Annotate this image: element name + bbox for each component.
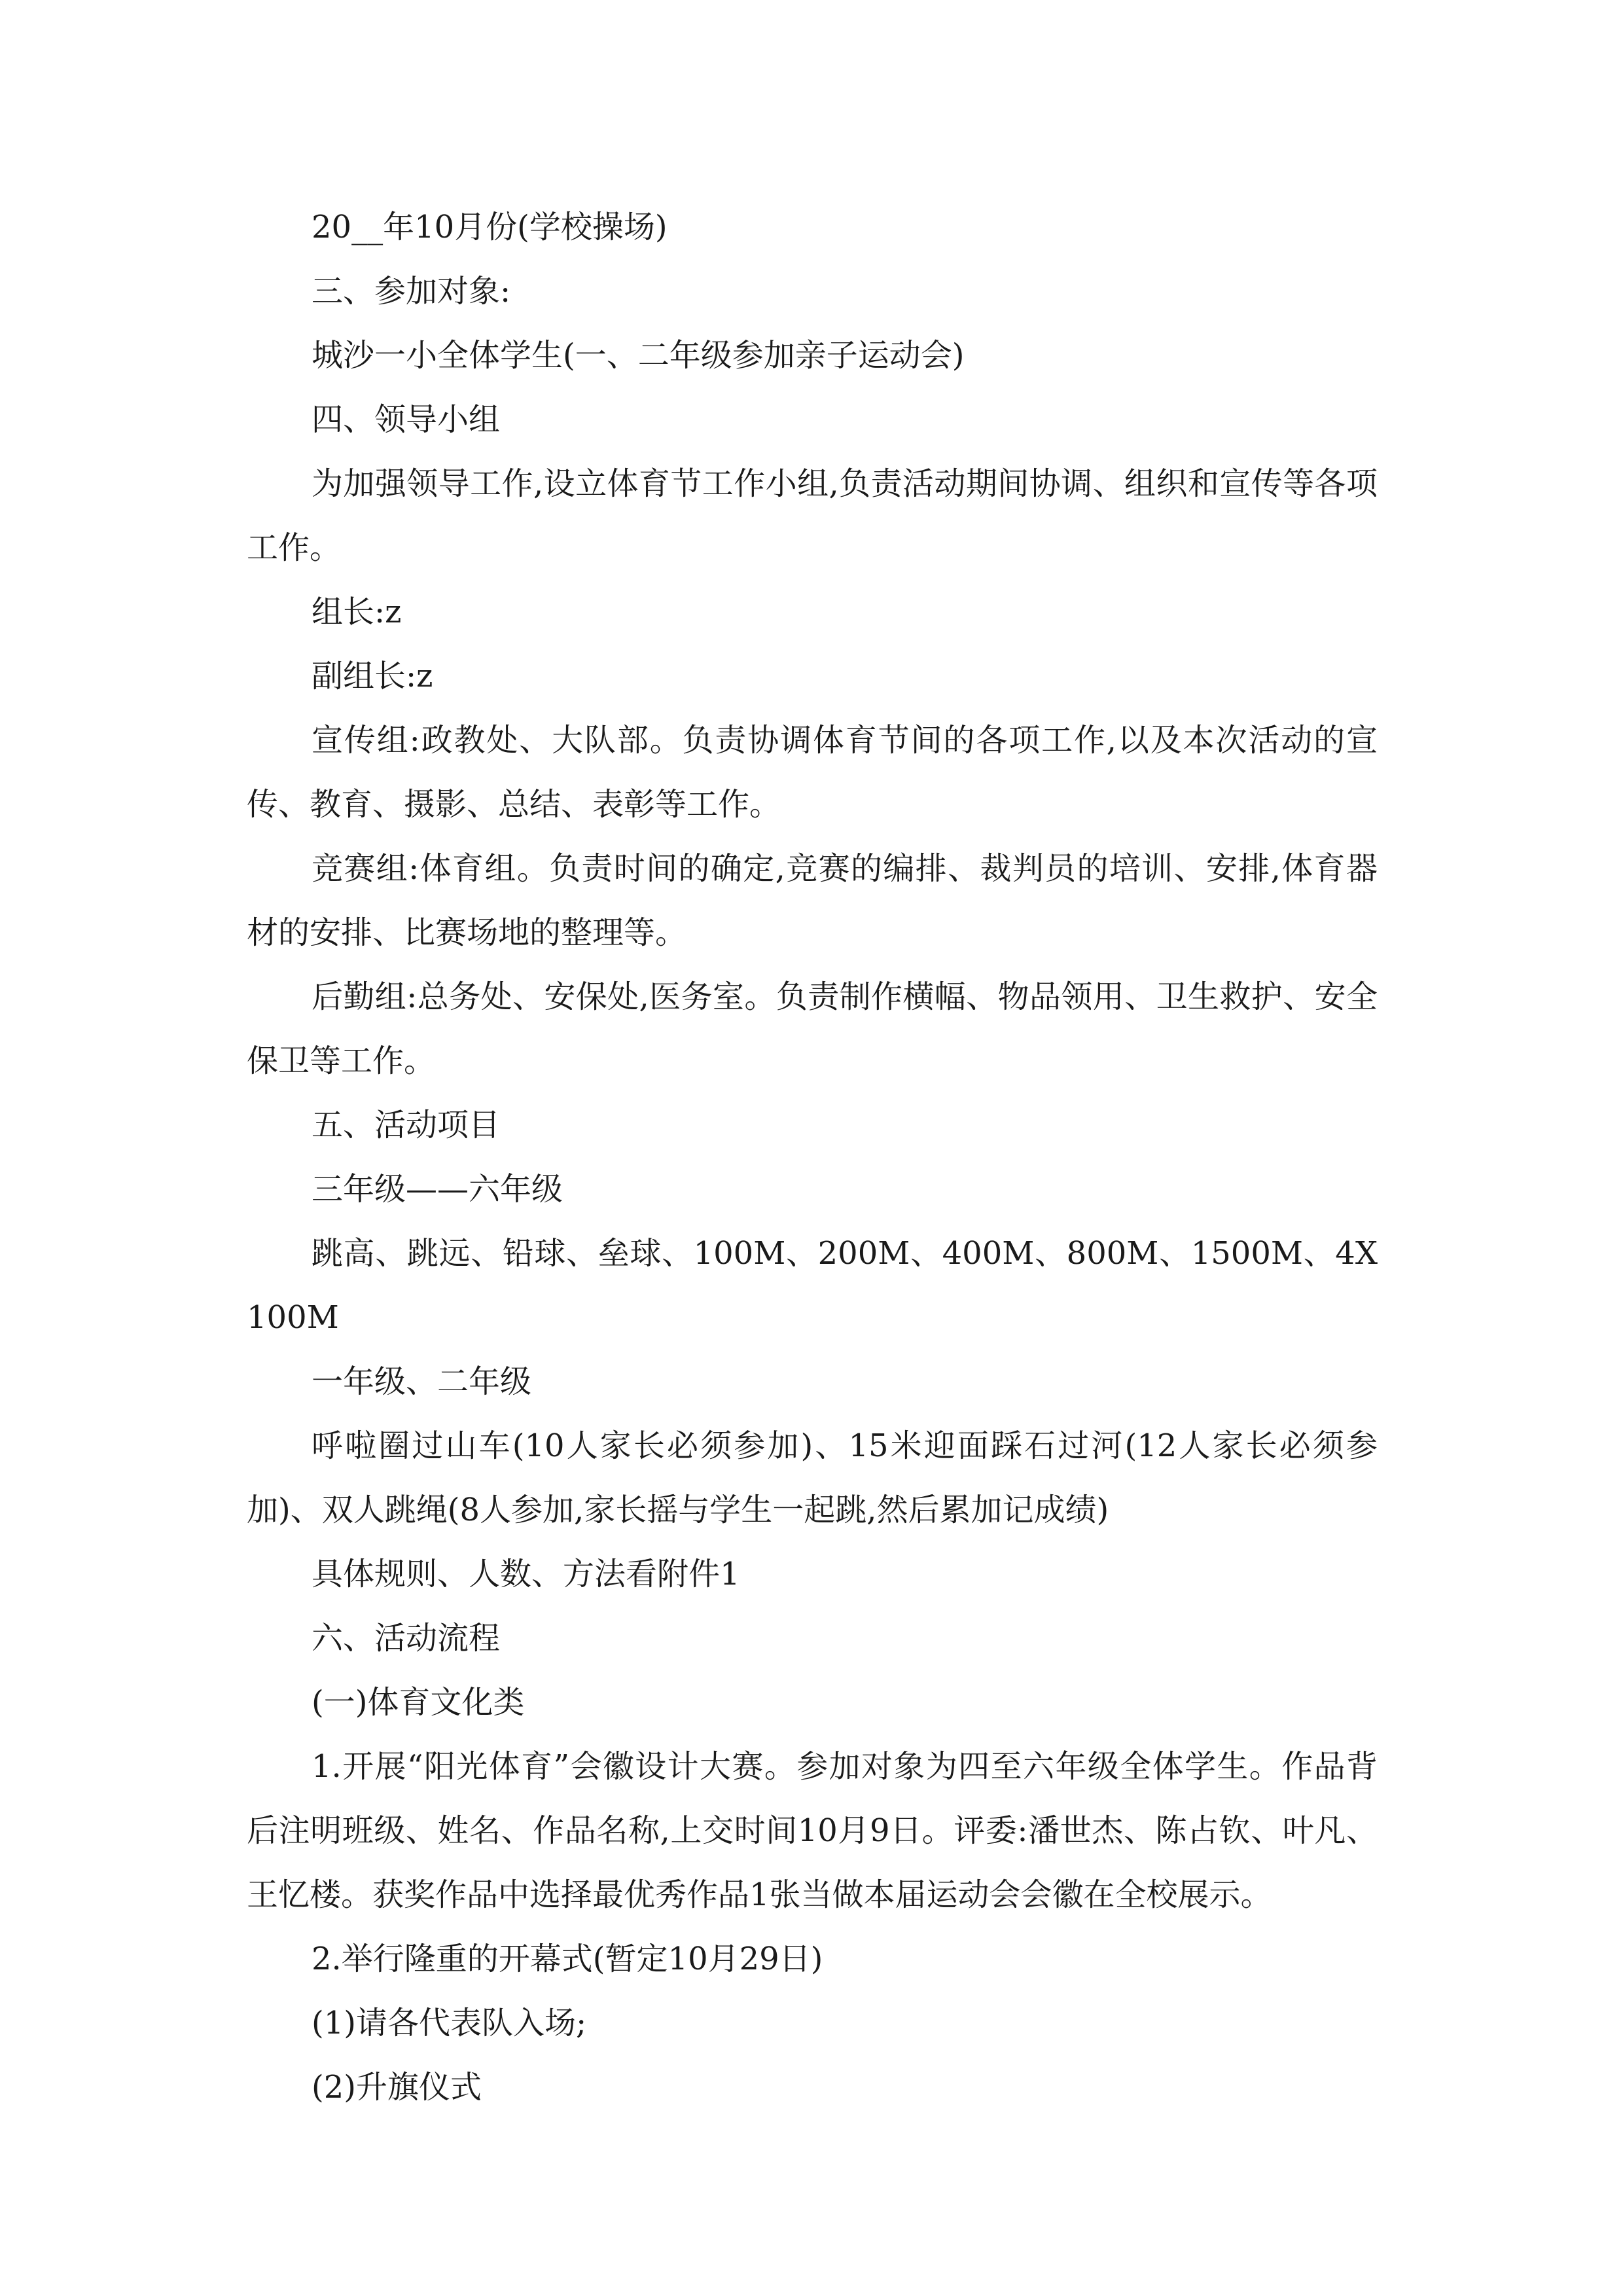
- event-time-place: 20__年10月份(学校操场): [312, 209, 668, 245]
- grade-3-6-heading: 三年级——六年级: [312, 1171, 563, 1208]
- rules-reference: 具体规则、人数、方法看附件1: [312, 1556, 740, 1592]
- leadership-intro: 为加强领导工作,设立体育节工作小组,负责活动期间协调、组织和宣传等各项工作。: [247, 465, 1378, 566]
- deputy-group-leader: 副组长:z: [312, 658, 433, 694]
- section-heading-events: 五、活动项目: [312, 1107, 501, 1143]
- logistics-group: 后勤组:总务处、安保处,医务室。负责制作横幅、物品领用、卫生救护、安全保卫等工作。: [247, 978, 1378, 1079]
- subsection-culture: (一)体育文化类: [312, 1684, 525, 1721]
- document-body: [247, 195, 1378, 2119]
- opening-ceremony: 2.举行隆重的开幕式(暂定10月29日): [312, 1941, 823, 1977]
- competition-group: 竞赛组:体育组。负责时间的确定,竞赛的编排、裁判员的培训、安排,体育器材的安排、比赛场地的整理等。: [247, 850, 1378, 951]
- section-heading-process: 六、活动流程: [312, 1620, 501, 1657]
- publicity-group: 宣传组:政教处、大队部。负责协调体育节间的各项工作,以及本次活动的宣传、教育、摄影、总结、表彰等工作。: [247, 722, 1378, 823]
- emblem-design-contest: 1.开展“阳光体育”会徽设计大赛。参加对象为四至六年级全体学生。作品背后注明班级、姓名、作品名称,上交时间10月9日。评委:潘世杰、陈占钦、叶凡、王忆楼。获奖作品中选择最优秀作品1张当做本届运动会会徽在全校展示。: [247, 1748, 1378, 1913]
- grade-1-2-heading: 一年级、二年级: [312, 1363, 532, 1400]
- grade-1-2-events: 呼啦圈过山车(10人家长必须参加)、15米迎面踩石过河(12人家长必须参加)、双人跳绳(8人参加,家长摇与学生一起跳,然后累加记成绩): [247, 1427, 1378, 1528]
- ceremony-step-2: (2)升旗仪式: [312, 2069, 482, 2106]
- grade-3-6-events: 跳高、跳远、铅球、垒球、100M、200M、400M、800M、1500M、4X100M: [247, 1235, 1378, 1336]
- section-heading-leadership: 四、领导小组: [312, 401, 501, 438]
- participants-text: 城沙一小全体学生(一、二年级参加亲子运动会): [312, 337, 965, 374]
- section-heading-participants: 三、参加对象:: [312, 273, 511, 310]
- ceremony-step-1: (1)请各代表队入场;: [312, 2005, 587, 2041]
- group-leader: 组长:z: [312, 594, 402, 630]
